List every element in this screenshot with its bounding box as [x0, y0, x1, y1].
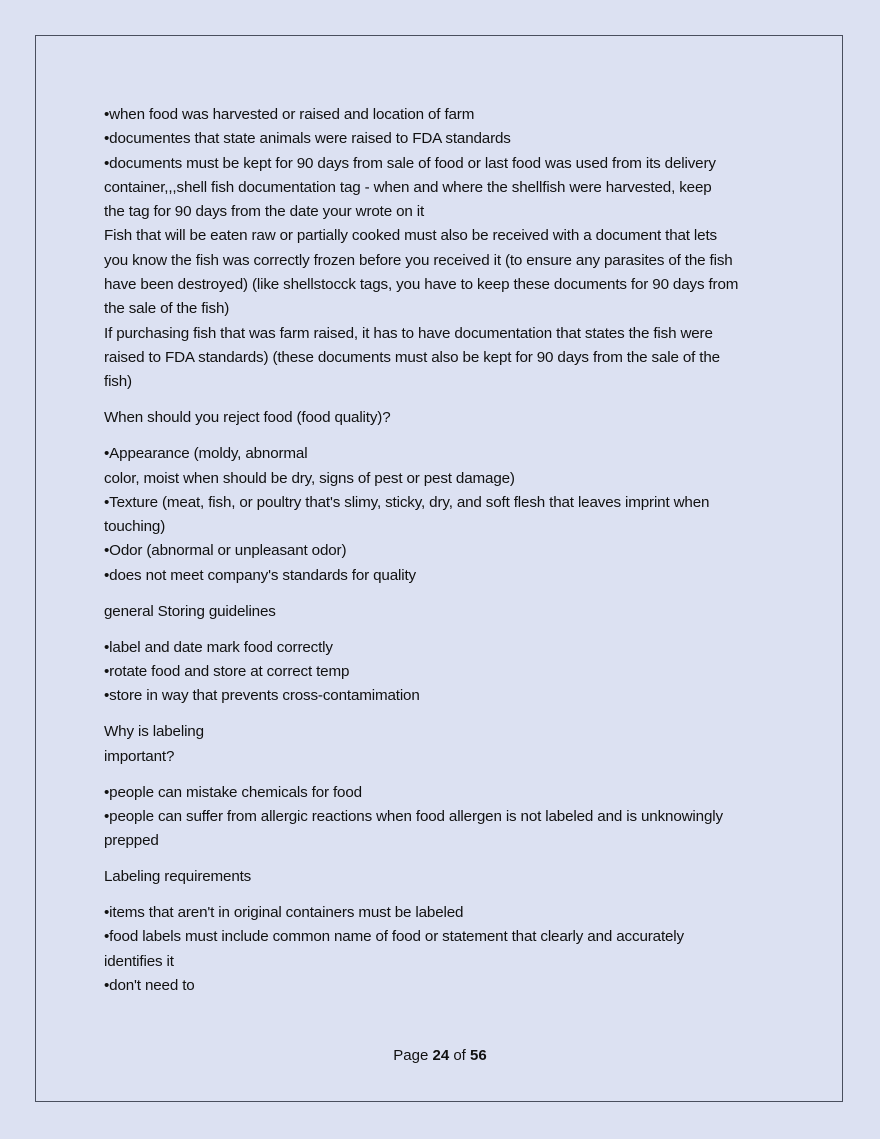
section-heading: important? — [104, 747, 175, 765]
list-item: •Appearance (moldy, abnormal — [104, 445, 308, 463]
section-heading: Labeling requirements — [104, 868, 252, 886]
list-item: •people can mistake chemicals for food — [104, 783, 362, 801]
text-line: container,,,shell fish documentation tag - when and where the shellfish were harvested, keep — [104, 178, 712, 196]
spacer — [104, 624, 784, 636]
page-number-footer — [0, 1045, 880, 1067]
list-labeling-requirements — [104, 901, 784, 998]
list-item: prepped — [104, 832, 159, 850]
list-item: •label and date mark food correctly — [104, 638, 333, 656]
heading-reject-food — [104, 406, 784, 430]
spacer — [104, 769, 784, 781]
text-line: Fish that will be eaten raw or partially cooked must also be received with a document that lets — [104, 227, 717, 245]
heading-labeling-requirements — [104, 865, 784, 889]
list-labeling-reasons — [104, 781, 784, 854]
list-item: •don't need to — [104, 977, 195, 994]
list-item: •Odor (abnormal or unpleasant odor) — [104, 542, 347, 560]
list-reject-criteria — [104, 442, 784, 588]
list-item: •people can suffer from allergic reactions when food allergen is not labeled and is unknowingly — [104, 807, 723, 825]
total-pages: 56 — [470, 1047, 487, 1064]
list-item: identifies it — [104, 952, 174, 970]
list-item: •does not meet company's standards for quality — [104, 566, 416, 584]
text-line: •documentes that state animals were raised to FDA standards — [104, 130, 511, 148]
spacer — [104, 588, 784, 600]
list-storing-guidelines — [104, 636, 784, 709]
section-heading: When should you reject food (food quality)? — [104, 409, 391, 427]
text-line: the sale of the fish) — [104, 300, 230, 318]
page-prefix: Page — [393, 1047, 433, 1064]
spacer — [104, 889, 784, 901]
current-page: 24 — [432, 1047, 450, 1064]
paragraph-receiving-documentation — [104, 103, 784, 395]
list-item: •Texture (meat, fish, or poultry that's slimy, sticky, dry, and soft flesh that leaves imprint when — [104, 493, 710, 511]
list-item: color, moist when should be dry, signs of pest or pest damage) — [104, 469, 515, 487]
spacer — [104, 853, 784, 865]
text-line: •when food was harvested or raised and location of farm — [104, 106, 475, 123]
text-line: •documents must be kept for 90 days from sale of food or last food was used from its delivery — [104, 154, 716, 172]
text-line: have been destroyed) (like shellstocck tags, you have to keep these documents for 90 days from — [104, 276, 739, 294]
text-line: you know the fish was correctly frozen before you received it (to ensure any parasites of the fish — [104, 251, 733, 269]
spacer — [104, 709, 784, 721]
list-item: •rotate food and store at correct temp — [104, 662, 350, 680]
text-line: the tag for 90 days from the date your wrote on it — [104, 203, 425, 221]
list-item: •store in way that prevents cross-contamimation — [104, 687, 420, 705]
heading-why-labeling — [104, 720, 784, 769]
section-heading: Why is labeling — [104, 723, 204, 741]
text-line: fish) — [104, 373, 132, 391]
heading-storing-guidelines — [104, 600, 784, 624]
spacer — [104, 395, 784, 407]
list-item: •food labels must include common name of food or statement that clearly and accurately — [104, 928, 684, 946]
section-heading: general Storing guidelines — [104, 602, 276, 620]
list-item: touching) — [104, 518, 166, 536]
spacer — [104, 431, 784, 443]
list-item: •items that aren't in original containers must be labeled — [104, 904, 464, 922]
text-line: raised to FDA standards) (these documents must also be kept for 90 days from the sale of the — [104, 348, 720, 366]
document-body — [104, 103, 784, 998]
of-label: of — [449, 1047, 471, 1064]
text-line: If purchasing fish that was farm raised, it has to have documentation that states the fish were — [104, 324, 713, 342]
